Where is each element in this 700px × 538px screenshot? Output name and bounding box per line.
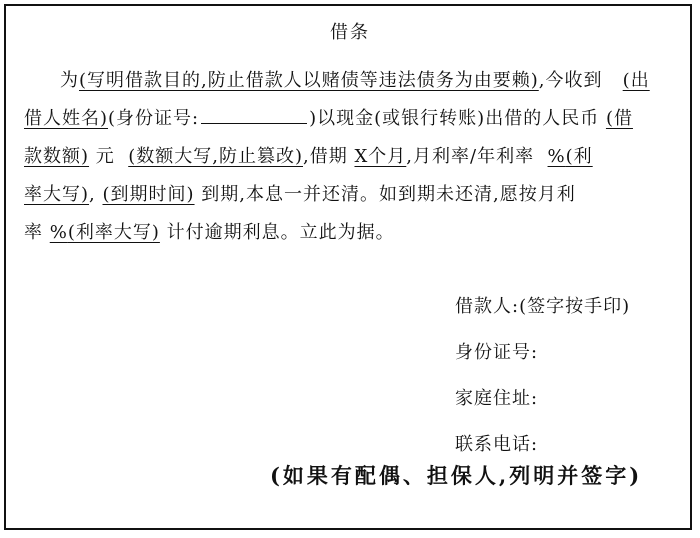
id-number-label: 身份证号: xyxy=(455,342,539,363)
interest-rate-capital-field: (利 xyxy=(565,146,593,167)
text-segment: , xyxy=(89,184,96,205)
document-title: 借条 xyxy=(330,22,370,43)
interest-rate-field: % xyxy=(547,146,566,167)
body-line-4 xyxy=(24,176,680,214)
text-segment: 计付逾期利息。立此为据。 xyxy=(166,222,395,243)
text-segment: ,借期 xyxy=(303,146,348,167)
phone-label: 联系电话: xyxy=(455,434,539,455)
id-number-blank xyxy=(201,105,307,124)
body-line-5 xyxy=(24,214,680,252)
signature-block xyxy=(455,284,630,468)
lender-name-field: 借人姓名) xyxy=(24,108,109,129)
overdue-rate-field: % xyxy=(49,222,68,243)
due-date-field: (到期时间) xyxy=(102,184,195,205)
loan-note-body xyxy=(24,62,680,252)
body-line-1 xyxy=(24,62,680,100)
text-segment: ,月利率/年利率 xyxy=(406,146,535,167)
purpose-field: (写明借款目的,防止借款人以赌债等违法债务为由要赖) xyxy=(79,70,539,91)
body-line-3 xyxy=(24,138,680,176)
borrower-signature-label: 借款人:(签字按手印) xyxy=(455,296,631,317)
amount-field: 款数额) xyxy=(24,146,90,167)
overdue-rate-capital-field: (利率大写) xyxy=(67,222,160,243)
text-segment: )以现金(或银行转账)出借的人民币 xyxy=(309,108,600,129)
amount-capital-field: (数额大写,防止篡改) xyxy=(128,146,303,167)
interest-rate-capital-field: 率大写) xyxy=(24,184,90,205)
text-segment: 率 xyxy=(24,222,43,243)
text-segment: ,今收到 xyxy=(538,70,603,91)
text-segment: 元 xyxy=(95,146,115,167)
amount-field: (借 xyxy=(605,108,633,129)
text-segment: 到期,本息一并还清。如到期未还清,愿按月利 xyxy=(201,184,576,205)
lender-name-field: (出 xyxy=(622,70,650,91)
spouse-guarantor-note: (如果有配偶、担保人,列明并签字) xyxy=(270,463,643,488)
text-segment: (身份证号: xyxy=(108,108,200,129)
home-address-label: 家庭住址: xyxy=(455,388,539,409)
text-segment: 为 xyxy=(60,70,79,91)
loan-term-field: X个月 xyxy=(354,146,407,167)
body-line-2 xyxy=(24,100,680,138)
